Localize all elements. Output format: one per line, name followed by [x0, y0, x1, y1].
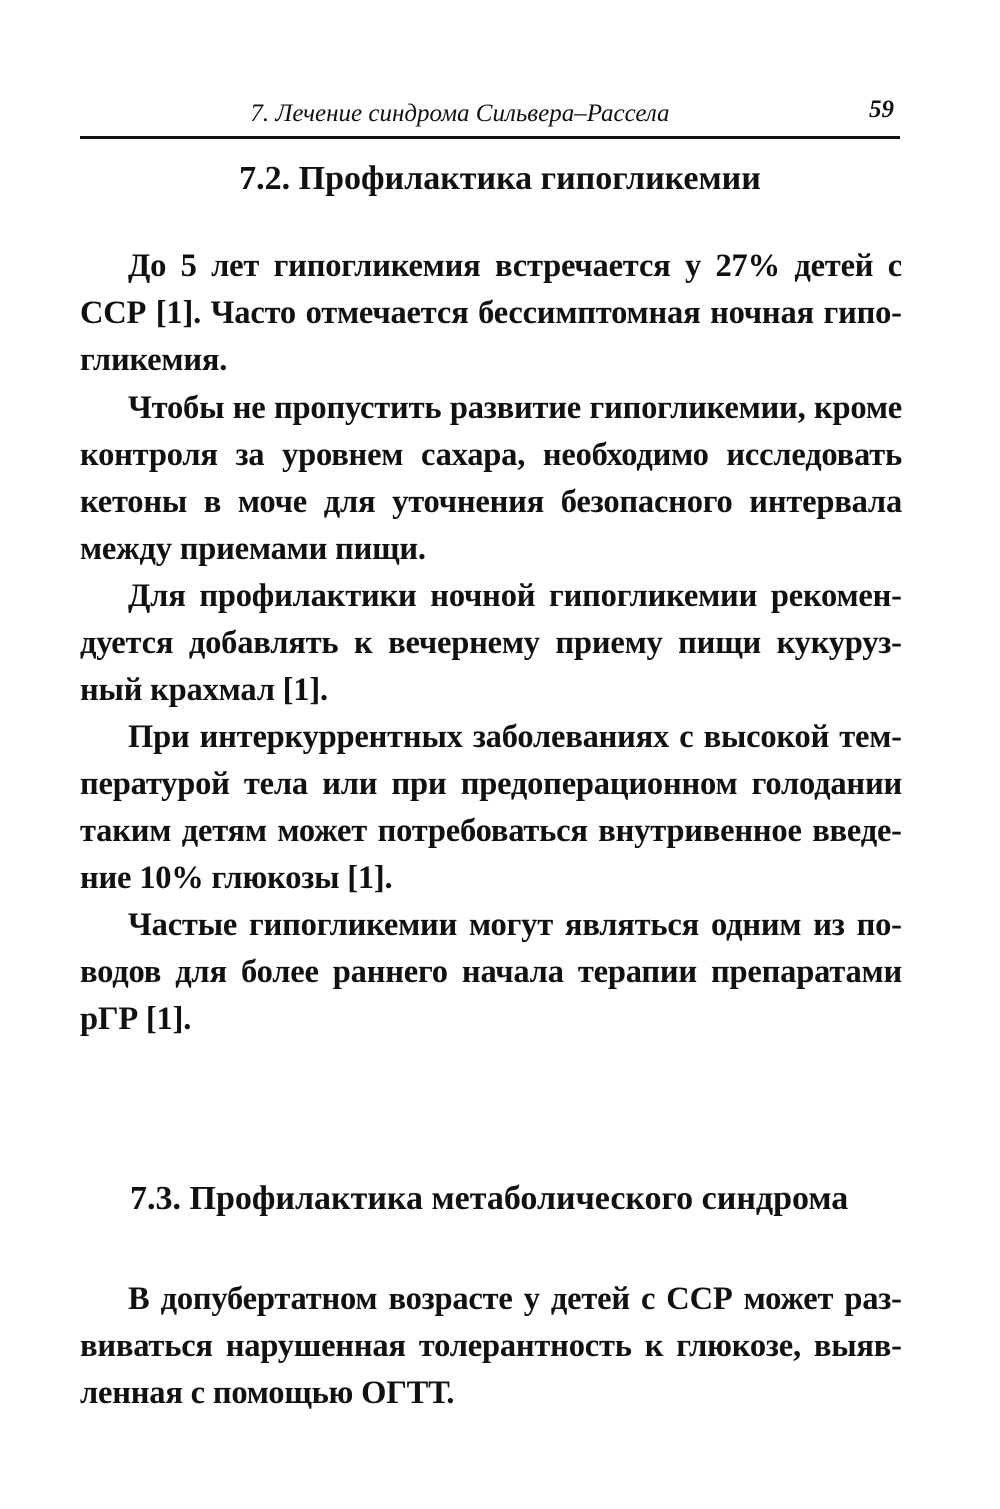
section-heading-7-3: 7.3. Профилактика метаболического синдрома: [130, 1180, 849, 1217]
page-number: 59: [869, 96, 894, 123]
paragraph: Частые гипогликемии могут являться одним из поводов для более раннего начала терапии препаратами рГР [1].: [80, 907, 902, 1037]
paragraph: При интеркуррентных заболеваниях с высокой температурой тела или при предоперационном голодании таким детям может потребоваться внутривенное введение 10% глюкозы [1].: [80, 719, 902, 896]
paragraph: В допубертатном возрасте у детей с ССР может развиваться нарушенная толерантность к глюкозе, выявленная с помощью ОГТТ.: [80, 1281, 902, 1411]
running-header: [80, 92, 900, 139]
running-title: 7. Лечение синдрома Сильвера–Рассела: [250, 100, 670, 127]
section-heading-7-2: 7.2. Профилактика гипогликемии: [239, 160, 761, 197]
paragraph: Чтобы не пропустить развитие гипогликемии, кроме контроля за уровнем сахара, необходимо исследовать кетоны в моче для уточнения безопасного интервала между приемами пищи.: [80, 390, 902, 567]
paragraph: До 5 лет гипогликемия встречается у 27% детей с ССР [1]. Часто отмечается бессимптомная ночная гипогликемия.: [80, 248, 902, 378]
paragraph: Для профилактики ночной гипогликемии рекомендуется добавлять к вечернему приему пищи кукурузный крахмал [1].: [80, 578, 902, 708]
